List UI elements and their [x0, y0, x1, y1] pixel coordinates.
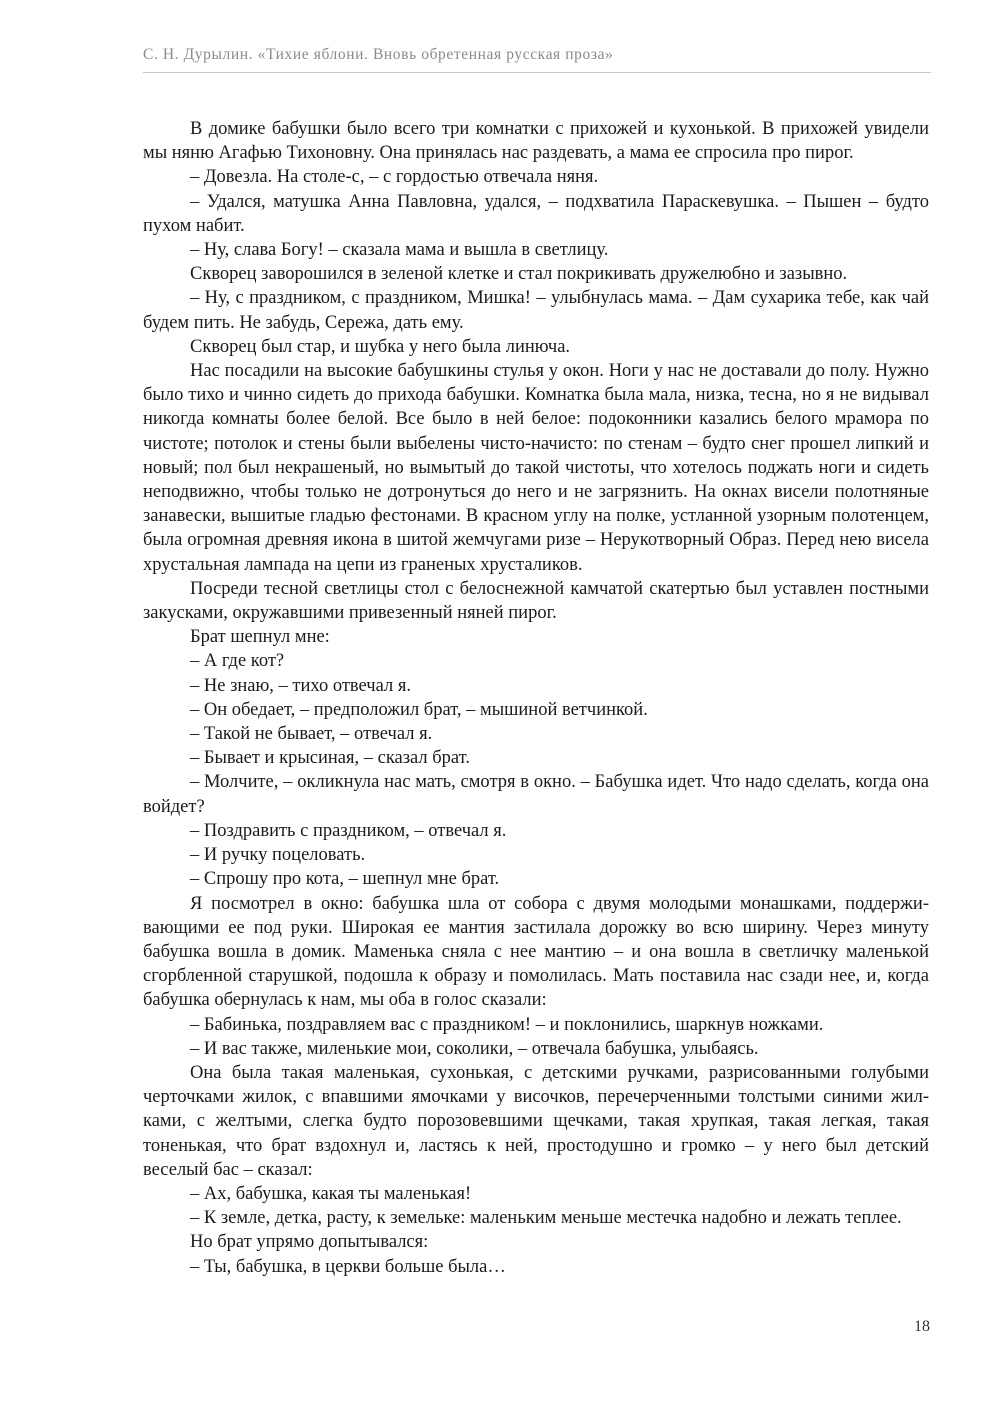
paragraph: – И вас также, миленькие мои, соколики, – отвечала бабушка, улыбаясь. — [190, 1038, 759, 1059]
running-header: С. Н. Дурылин. «Тихие яблони. Вновь обретенная русская проза» — [143, 46, 614, 63]
body-text — [143, 117, 929, 1279]
page-number: 18 — [914, 1318, 930, 1335]
paragraph: Она была такая маленькая, сухонькая, с детскими ручками, разрисованными голубыми черточками жилок, с впавшими ямочками у височков, перечерченными толстыми синими жилками, с желтыми, слегка будто порозовевшими щечками, такая хрупкая, такая легкая, такая тоненькая, что брат вздохнул и, ластясь к ней, простодушно и громко – у него был детский веселый бас – сказал: — [143, 1062, 929, 1180]
paragraph: – Спрошу про кота, – шепнул мне брат. — [190, 869, 500, 890]
paragraph: – Не знаю, – тихо отвечал я. — [190, 675, 411, 696]
paragraph: – Удался, матушка Анна Павловна, удался, – подхватила Параскевушка. – Пышен – будто пухом набит. — [143, 191, 929, 236]
paragraph: – Такой не бывает, – отвечал я. — [190, 724, 433, 745]
paragraph: – А где кот? — [190, 651, 285, 672]
paragraph: Я посмотрел в окно: бабушка шла от собора с двумя молодыми монашками, поддерживающими ее под руки. Широкая ее мантия застилала дорожку во всю ширину. Через минуту бабушка вошла в домик. Маменька сняла с нее мантию – и она вошла в светличку маленькой сгорбленной старушкой, подошла к образу и помолилась. Мать поставила нас сзади нее, и, когда бабушка обернулась к нам, мы оба в голос сказали: — [143, 893, 929, 1011]
paragraph: Скворец был стар, и шубка у него была линюча. — [190, 336, 571, 357]
paragraph: – Бабинька, поздравляем вас с праздником! – и поклонились, шаркнув ножками. — [190, 1014, 824, 1035]
paragraph: – Бывает и крысиная, – сказал брат. — [190, 748, 470, 769]
paragraph: Брат шепнул мне: — [190, 627, 330, 648]
paragraph: – Ты, бабушка, в церкви больше была… — [190, 1256, 506, 1277]
paragraph: – Поздравить с праздником, – отвечал я. — [190, 820, 507, 841]
paragraph: – Он обедает, – предположил брат, – мышиной ветчинкой. — [190, 699, 648, 720]
paragraph: Посреди тесной светлицы стол с белоснежной камчатой скатертью был уставлен постными закусками, окружавшими привезенный няней пирог. — [143, 578, 929, 624]
paragraph: Скворец заворошился в зеленой клетке и стал покрикивать дружелюбно и зазывно. — [190, 264, 848, 285]
paragraph: – Ну, с праздником, с праздником, Мишка! – улыбнулась мама. – Дам сухарика тебе, как чай будем пить. Не забудь, Сережа, дать ему. — [143, 288, 929, 333]
paragraph: В домике бабушки было всего три комнатки с прихожей и кухонькой. В прихожей увидели мы няню Агафью Тихоновну. Она принялась нас раздевать, а мама ее спросила про пирог. — [143, 119, 929, 164]
paragraph: – Ну, слава Богу! – сказала мама и вышла в светлицу. — [190, 240, 609, 261]
header-divider — [143, 72, 931, 73]
paragraph: – И ручку поцеловать. — [190, 845, 366, 866]
paragraph: Но брат упрямо допытывался: — [190, 1232, 429, 1253]
paragraph: – Ах, бабушка, какая ты маленькая! — [190, 1183, 472, 1204]
paragraph: – К земле, детка, расту, к земельке: маленьким меньше местечка надобно и лежать теплее. — [190, 1208, 902, 1229]
paragraph: – Молчите, – окликнула нас мать, смотря в окно. – Бабушка идет. Что надо сделать, когда она войдет? — [143, 772, 929, 817]
paragraph: Нас посадили на высокие бабушкины стулья у окон. Ноги у нас не доставали до полу. Нужно было тихо и чинно сидеть до прихода бабушки. Комнатка была мала, низка, тесна, но я не видывал никогда комнаты более белой. Все было в ней белое: подоконники казались белого мрамора по чистоте; потолок и стены были выбелены чисто-начисто: по стенам – будто снег прошел липкий и новый; пол был некрашеный, но вымытый до такой чистоты, что хотелось поджать ноги и сидеть неподвижно, чтобы только не дотронуться до него и не загрязнить. На окнах висели полотняные занавески, вышитые гладью фестонами. В красном углу на полке, устланной узорным полотенцем, была огромная древняя икона в шитой жемчугами ризе – Нерукотворный Образ. Перед нею висела хрустальная лампада на цепи из граненых хрусталиков. — [143, 361, 929, 575]
paragraph: – Довезла. На столе-с, – с гордостью отвечала няня. — [190, 167, 599, 188]
